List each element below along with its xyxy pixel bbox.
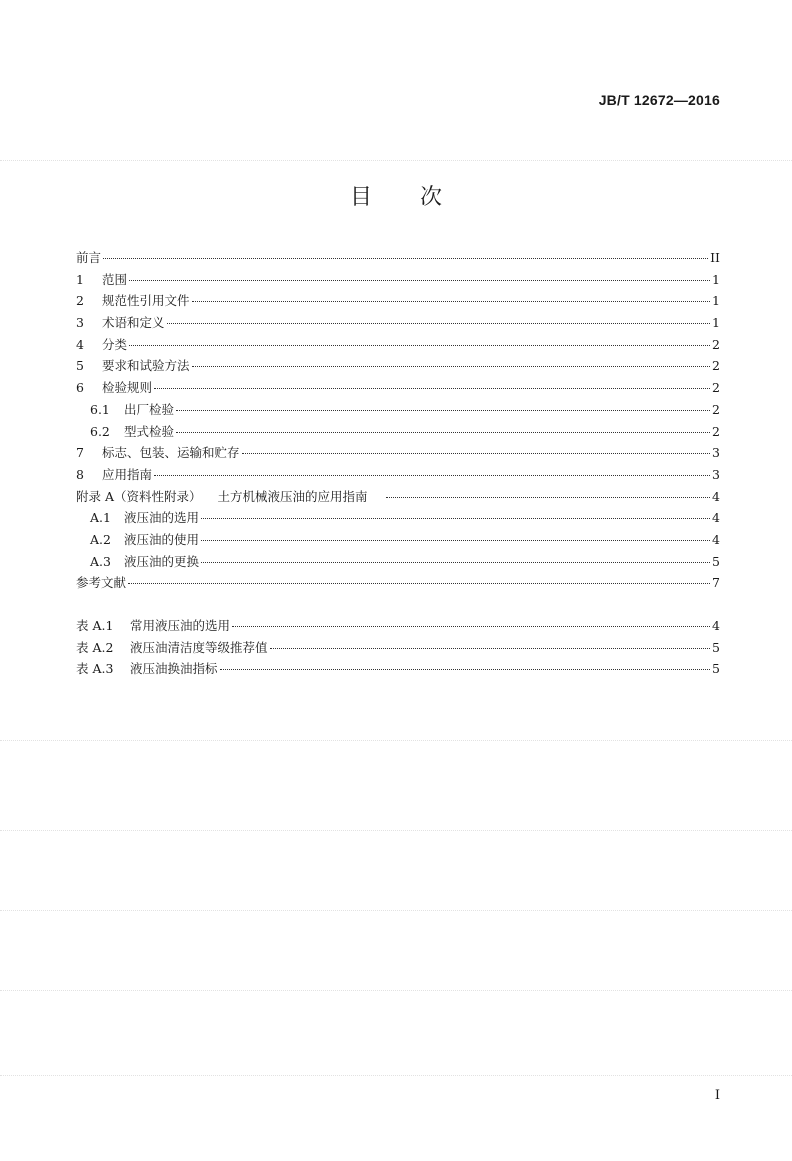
toc-entry-page: 3 [712, 466, 720, 482]
table-list-number: 表 A.1 [76, 618, 114, 633]
toc-entry-page: 2 [712, 358, 720, 374]
toc-entry-number: 3 [76, 315, 84, 331]
toc-entry-page: 2 [712, 336, 720, 352]
toc-entry-page: 4 [712, 510, 720, 526]
toc-entry[interactable] [76, 270, 720, 292]
toc-entry-page: 1 [712, 271, 720, 287]
dot-leader [242, 453, 710, 454]
page-title [0, 180, 792, 211]
toc-entry-title-text: 检验规则 [102, 380, 153, 396]
toc-entry-title-text: 附录 A（资料性附录） [76, 488, 202, 504]
toc-entry-page: 5 [712, 553, 720, 569]
toc-entry-page: 2 [712, 401, 720, 417]
toc-entry-title [102, 378, 152, 396]
toc-entry[interactable] [76, 400, 720, 422]
table-list-entry[interactable] [76, 659, 720, 681]
table-list-number: 表 A.3 [76, 661, 114, 677]
toc-entry-title [102, 443, 240, 461]
dot-leader [201, 540, 710, 541]
toc-entry-number: A.3 [90, 553, 111, 569]
table-list-entry[interactable] [76, 616, 720, 638]
toc-entry-title [76, 248, 101, 266]
toc-entry-title [76, 573, 126, 591]
toc-entry-title-text: 标志、包装、运输和贮存 [102, 445, 240, 461]
dot-leader [192, 366, 710, 367]
page-number: I [714, 1088, 720, 1103]
toc-entry-title-text: 参考文献 [76, 575, 127, 591]
title-char-1: 目 [349, 185, 372, 210]
toc-entry-subtitle-text: 土方机械液压油的应用指南 [217, 488, 368, 504]
toc-entry-page: 2 [712, 380, 720, 396]
toc-entry-number: 6 [76, 380, 84, 396]
toc-entry-title-text: 型式检验 [124, 423, 175, 439]
dot-leader [201, 562, 710, 563]
table-list-title: 液压油换油指标 [130, 661, 218, 677]
dot-leader [176, 410, 710, 411]
toc-entry-page: 2 [712, 423, 720, 439]
toc-entry-title [102, 356, 190, 374]
dot-leader [103, 258, 708, 259]
toc-entry-number: 8 [76, 466, 84, 482]
toc-entry[interactable] [76, 313, 720, 335]
toc-entry-number: 5 [76, 358, 84, 374]
toc-entry[interactable] [76, 378, 720, 400]
toc-entry-title-text: 术语和定义 [102, 315, 165, 331]
toc-entry-page: 3 [712, 445, 720, 461]
title-char-2: 次 [420, 185, 443, 210]
toc-entry-title-text: 液压油的使用 [124, 531, 200, 547]
toc-entry[interactable] [76, 248, 720, 270]
dot-leader [232, 626, 710, 627]
toc-entry-title [124, 530, 199, 548]
toc-entry-title [76, 487, 384, 505]
dot-leader [129, 280, 710, 281]
toc-entry-page: 1 [712, 293, 720, 309]
dot-leader [201, 518, 710, 519]
dot-leader [154, 475, 710, 476]
toc-entry[interactable] [76, 487, 720, 509]
table-list-entry[interactable] [76, 638, 720, 660]
toc-entry-title [102, 270, 127, 288]
table-list-page: 5 [712, 661, 720, 677]
toc-entry-number: 2 [76, 293, 84, 309]
toc-entry-title [102, 465, 152, 483]
toc-entry[interactable] [76, 422, 720, 444]
toc-entry-page: 7 [712, 575, 720, 591]
toc-entry-number: A.1 [90, 510, 111, 526]
standard-code: JB/T 12672—2016 [598, 92, 720, 108]
toc-entry-page: 1 [712, 315, 720, 331]
table-of-contents [76, 248, 720, 595]
toc-entry-number: 7 [76, 445, 84, 461]
toc-entry-title-text: 规范性引用文件 [102, 293, 190, 309]
dot-leader [129, 345, 710, 346]
dot-leader [176, 432, 710, 433]
toc-entry[interactable] [76, 552, 720, 574]
toc-entry[interactable] [76, 291, 720, 313]
dot-leader [386, 497, 710, 498]
toc-entry[interactable] [76, 465, 720, 487]
toc-entry-title [102, 335, 127, 353]
toc-entry-number: 1 [76, 271, 84, 287]
toc-entry-title [102, 313, 165, 331]
dot-leader [167, 323, 710, 324]
toc-entry[interactable] [76, 530, 720, 552]
toc-entry-title-text: 范围 [102, 271, 128, 287]
toc-entry-title-text: 应用指南 [102, 466, 153, 482]
toc-entry-title [102, 291, 190, 309]
table-list-page: 4 [712, 618, 720, 633]
toc-entry-title [124, 422, 174, 440]
toc-entry[interactable] [76, 508, 720, 530]
dot-leader [270, 648, 710, 649]
toc-entry-number: 6.2 [90, 423, 110, 439]
toc-entry-page: 4 [712, 531, 720, 547]
toc-entry[interactable] [76, 356, 720, 378]
dot-leader [220, 669, 710, 670]
toc-entry-number: A.2 [90, 531, 111, 547]
toc-entry-number: 4 [76, 336, 84, 352]
toc-entry[interactable] [76, 573, 720, 595]
toc-entry-number: 6.1 [90, 401, 110, 417]
toc-entry-title-text: 分类 [102, 336, 128, 352]
dot-leader [192, 301, 710, 302]
toc-entry-title-text: 出厂检验 [124, 401, 175, 417]
table-list-title: 液压油清洁度等级推荐值 [130, 639, 268, 655]
toc-entry-title [124, 400, 174, 418]
toc-entry-title-text: 液压油的更换 [124, 553, 200, 569]
toc-entry-title [124, 552, 199, 570]
toc-entry[interactable] [76, 335, 720, 357]
table-list-number: 表 A.2 [76, 639, 114, 655]
toc-entry-title-text: 液压油的选用 [124, 510, 200, 526]
toc-entry-page: 4 [712, 488, 720, 504]
toc-entry-title-text: 要求和试验方法 [102, 358, 190, 374]
dot-leader [154, 388, 710, 389]
toc-entry[interactable] [76, 443, 720, 465]
list-of-tables [76, 616, 720, 681]
toc-entry-page: II [710, 250, 720, 265]
table-list-title: 常用液压油的选用 [130, 618, 231, 633]
toc-entry-title [124, 508, 199, 526]
toc-entry-title-text: 前言 [76, 250, 102, 265]
table-list-page: 5 [712, 639, 720, 655]
dot-leader [128, 583, 710, 584]
